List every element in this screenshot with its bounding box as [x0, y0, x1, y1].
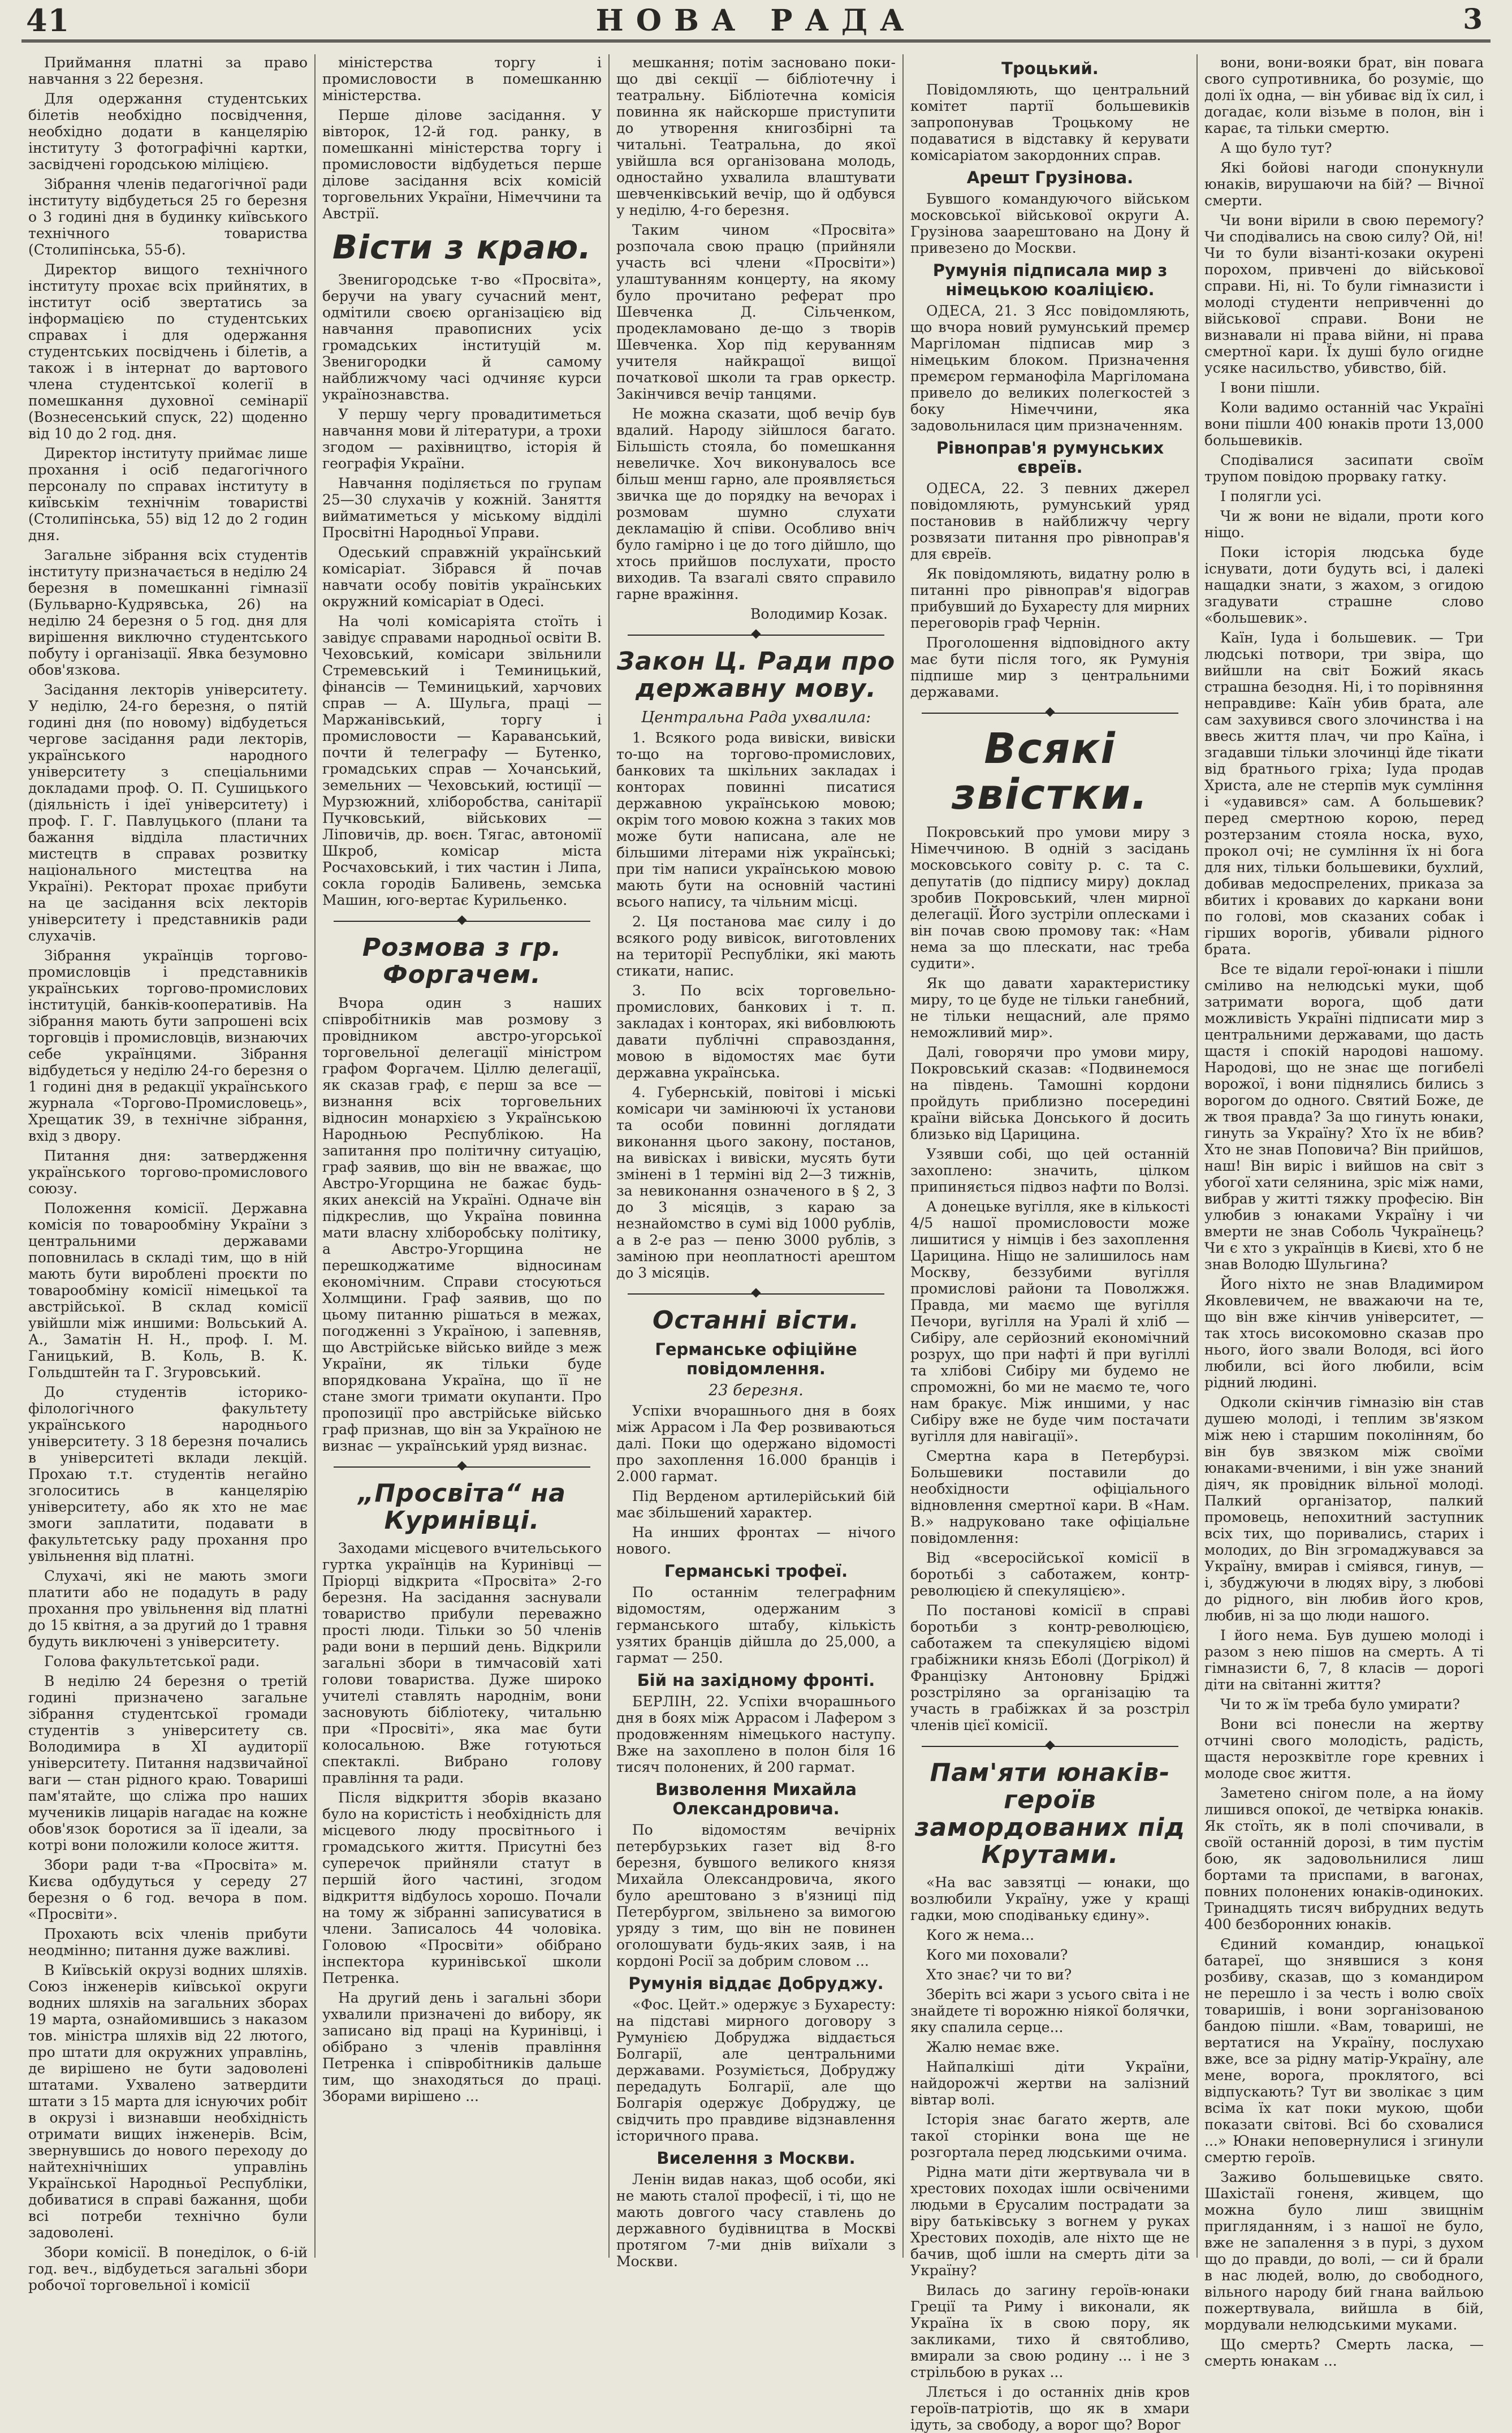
- paragraph: Директор інституту приймає лише прохання і осіб педагогічного персоналу по справах інституту в київськім технічнім товаристві (Столипінська, 55) від 12 до 2 годин дня.: [28, 445, 308, 543]
- paragraph: Проголошення відповідного акту має бути після того, як Румунія підпише мир з центральними державами.: [910, 635, 1190, 700]
- paragraph: Збори комісії. В понеділок, о 6-ій год. веч., відбудеться загальні збори робочої торговельної і комісії: [28, 2244, 308, 2293]
- paragraph: Історія знає багато жертв, але такої сторінки вона ще не розгортала перед людськими очима.: [910, 2111, 1190, 2161]
- paragraph: 1. Всякого рода вивіски, вивіски то-що на торгово-промислових, банкових та шкільних закладах і конторах повинні писатися державною українською мовою; окрім того мовою кожна з таких мов може бути написана, але не більшими літерами ніж українські; при тім написи українською мовою мають бути на основній частині всього напису, та чільним місці.: [616, 729, 896, 910]
- subheading: Румунія віддає Добруджу.: [628, 1974, 884, 1994]
- paragraph: Таким чином «Просвіта» розпочала свою працю (прийняли участь всі члени «Просвіти») улаштуванням концерту, на якому було прочитано реферат про Шевченка Д. Сільченком, продекламовано де-що з творів Шевченка. Хор під керуванням учителя найкращої вищої початкової школи та грав оркестр. Закінчився вечір танцями.: [616, 222, 896, 402]
- column-4: [904, 54, 1198, 2433]
- columns: [21, 54, 1491, 2433]
- paragraph: міністерства торгу і промисловости в помешканню міністерства.: [322, 54, 602, 103]
- paragraph: Ленін видав наказ, щоб особи, які не мають сталої професії, і ті, що не мають довгого часу ставлень до державного будівництва в Москві протягом 7-ми днів виїхали з Москви.: [616, 2171, 896, 2270]
- paragraph: Слухачі, які не мають змоги платити або не подадуть в раду прохання про увільнення від платні до 15 квітня, а за другий до 1 травня будуть виключені з університету.: [28, 1568, 308, 1650]
- paragraph: У першу чергу провадитиметься навчання мови й літератури, а трохи згодом — рахівництво, історія й географія України.: [322, 406, 602, 472]
- headline-pamiati-yunakiv: Пам'яти юнаків-героїв замордованих під Крутами.: [914, 1758, 1186, 1869]
- paragraph: До студентів історико-філологічного факультету українського народнього університету. З 18 березня почались в університеті вклади лекцій. Прохаю т.т. студентів негайно зголоситись в канцелярію університету, або як хто не має змоги заплатити, подавати в факультетську раду прохання про увільнення від платні.: [28, 1384, 308, 1564]
- paragraph: Не можна сказати, щоб вечір був вдалий. Народу зійшлося багато. Більшість стояла, бо помешкання невеличке. Хоч виконувалось все більш менш гарно, але проявляється звичка ще до порядку на вечорах і розмовам шумно слухати декламацію й співи. Особливо вніч було гамірно і це до того дійшло, що хтось прийшов послухати, просто виходив. Та взагалі свято справило гарне вражіння.: [616, 406, 896, 602]
- paragraph: На другий день і загальні збори ухвалили призначені до вибору, як записано від праці на Куринівці, і обібрано з членів правління Петренка і співробітників дальше тим, що знаходяться до праці. Зборами вирішено ...: [322, 1990, 602, 2105]
- paragraph: Покровський про умови миру з Німеччиною. В одній з засідань московського совіту р. с. та с. депутатів (до підпису миру) доклад зробив Покровський, член мирної делегації. Його зустріли оплесками і він почав свою промову так: «Нам нема за що плескати, нас треба судити».: [910, 823, 1190, 972]
- paragraph: Вони всі понесли на жертву отчині свого молодість, радість, щастя нерозквітле горе кревних і молоде своє життя.: [1204, 1716, 1484, 1781]
- paragraph: Питання дня: затвердження українського торгово-промислового союзу.: [28, 1148, 308, 1197]
- paragraph: Одеський справжній український комісаріат. Зібрався й почав навчати особу повітів українських окружний комісаріат в Одесі.: [322, 543, 602, 610]
- author-signature: Володимир Козак.: [750, 606, 888, 622]
- subheading: Германське офіційне повідомлення.: [655, 1340, 857, 1379]
- page-number-right: 3: [1463, 2, 1483, 36]
- paragraph: Після відкриття зборів вказано було на користість і необхідність для місцевого люду просвітнього і громадського життя. Присутні без суперечок прийняли статут в першій його частині, згодом відкриття відбулось хорошо. Почали на тому ж зібранні записуватися в члени. Записалось 44 чоловіка. Головою «Просвіти» обібрано інспектора куринівської школи Петренка.: [322, 1789, 602, 1987]
- headline-vist-z-krayu: Вісти з краю.: [332, 228, 592, 266]
- paragraph: Положення комісії. Державна комісія по товарообміну України з центральними державами поповнилась в складі тим, що в ній мають бути вироблені проєкти по товарообміну комісії німецької та австрійської. В склад комісії увійшли між иншими: Вольський А. А., Заматін Н. Н., проф. І. М. Ганицький, В. Коль, В. К. Гольдштейн та Г. Згуровський.: [28, 1200, 308, 1381]
- column-5: [1198, 54, 1491, 2369]
- paragraph: Поки історія людська буде існувати, доти будуть всі, і далекі нащадки знати, з жахом, з огидою згадувати страшне слово «большевик».: [1204, 544, 1484, 626]
- subheading: Бій на західному фронті.: [637, 1671, 875, 1690]
- paragraph: Вилась до загину героїв-юнаки Греції та Риму і виконали, як Україна їх в свою пору, як закликами, тихо й святобливо, вмирали за свою родину ... і не з стрільбою в руках ...: [910, 2282, 1190, 2381]
- subheading: Арешт Грузінова.: [966, 168, 1134, 187]
- paragraph: БЕРЛІН, 22. Успіхи вчорашнього дня в боях між Аррасом і Лафером з продовженням німецького наступу. Вже на захоплено в полон біля 16 тисяч полонених, й 200 гармат.: [616, 1693, 896, 1776]
- page-number-left: 41: [26, 2, 70, 38]
- paragraph: Рідна мати діти жертвувала чи в хрестових походах ішли освіченими людьми в Єрусалим пострадати за віру батьківську з вогнем у руках Хрестових походів, але ніхто ще не бачив, щоб ішли на смерть діти за Україну?: [910, 2164, 1190, 2279]
- column-2: [316, 54, 610, 2258]
- paragraph: Жалю немає вже.: [926, 2039, 1060, 2056]
- section-divider: [628, 629, 884, 640]
- law-intro: Центральна Рада ухвалила:: [641, 708, 871, 726]
- paragraph: В Київській окрузі водних шляхів. Союз інженерів київської округи водних шляхів на загальних зборах 19 марта, ознайомившись з наказом тов. міністра шляхів від 22 лютого, про штати для окружних управлінь, де вирішено не бути задоволені штатами. Ухвалено затвердити штати з 15 марта для існуючих робіт в окрузі і визнавши необхідність отримати вищих інженерів. Всім, звернувшись до нового переходу до найтехнічніших управлінь Української Народньої Республіки, добиватися в справі бажання, щоби всі потреби технічно були задоволені.: [28, 1962, 308, 2241]
- paragraph: На инших фронтах — нічого нового.: [616, 1524, 896, 1558]
- paragraph: Коли вадимо останній час Україні вони пішли 400 юнаків проти 13,000 большевиків.: [1204, 399, 1484, 448]
- paragraph: Найпалкіші діти України, найдорожчі жертви на залізний вівтар волі.: [910, 2059, 1190, 2108]
- paragraph: А донецьке вугілля, яке в кількості 4/5 нашої промисловости може лишитися у німців і без захоплення Царицина. Ніщо не залишилось нам Москву, беззубими вугілля промислові райони та Поволжжя. Правда, ми маємо ще вугілля Печори, вугілля на Уралі й хліб — Сибіру, але серйозний економічний розрух, що при нафті й при вугіллі та хлібові Сибіру ми будемо не спроможні, бо ми не маємо те, чого нам бракує. Між иншими, у нас Сибіру вже не буде чим постачати вугілля для навігації».: [910, 1198, 1190, 1444]
- masthead-rule: [21, 40, 1491, 42]
- paragraph: Чи то ж їм треба було умирати?: [1220, 1696, 1460, 1712]
- paragraph: По постанові комісії в справі боротьби з контр-революцією, саботажем та спекуляцією відомі грабіжники князь Еболі (Догрікол) й Францізку Антоновну Бріджі розстріляно за організацію та участь в грабіжках й за розстріл членів цієї комісії.: [910, 1602, 1190, 1733]
- paragraph: Узявши собі, що цей останній захоплено: значить, цілком припиняється підвоз нафти по Волзі.: [910, 1145, 1190, 1195]
- paragraph: Заметено снігом поле, а на йому лишився опокої, де четвірка юнаків. Як стоїть, як в полі спочивали, в своїй останній дорозі, в тим пустім бою, як задовольнилися лиш бортами та приспами, в вагонах, повних полонених юнаків-одиноких. Тринадцять тисяч вибрудних ведуть 400 безборонних юнаків.: [1204, 1785, 1484, 1932]
- paragraph: Заходами місцевого вчительського гуртка українців на Куринівці — Пріорці відкрита «Просвіта» 2-го березня. На засідання заснували товариство прибули переважно прості люди. Тільки зо 50 членів ради вони в перший день. Відкрили загальні збори в тимчасовій хаті голови товариства. Дуже широко учителі ставлять народнім, вони засновують бібліотеку, читальню при «Просвіті», яка має бути колосальною. Вже готуються спектаклі. Вибрано голову правління та ради.: [322, 1540, 602, 1787]
- paragraph: Чи вони вірили в свою перемогу? Чи сподівались на свою силу? Ой, ні! Чи то були візанті-козаки окурені порохом, привчені до військової справи. Ні, ні. То були гімназисти і молоді студенти непривченні до військової справи. Вони не визнавали ні права війни, ні права смертної кари. Їх душі було огидне усяке насильство, убивство, бій.: [1204, 212, 1484, 376]
- paragraph: Для одержання студентських білетів необхідно посвідчення, необхідно додати в канцелярію інституту 3 фотографічні картки, засвідчені городською міліцією.: [28, 90, 308, 172]
- headline-rozmova: Розмова з гр. Форгачем.: [362, 933, 562, 990]
- paragraph: Перше ділове засідання. У вівторок, 12-й год. ранку, в помешканні міністерства торгу і промисловости відбудеться перше ділове засідання всіх комісій торговельних України, Німеччини та Австрії.: [322, 107, 602, 222]
- paragraph: Від «всеросійської комісії в боротьбі з саботажем, контр-революцією й спекуляцією».: [910, 1549, 1190, 1599]
- paragraph: Вчора один з наших співробітників мав розмову з провідником австро-угорської торговельної делегації міністром графом Форгачем. Ціллю делегації, як сказав граф, є перш за все — визнання всіх торговельних відносин монархією з Українською Народньою Республікою. На запитання про політичну ситуацію, граф заявив, що він не вважає, що Австро-Угорщина не бажає будь-яких анексій на Україні. Одначе він підкреслив, що Україна повинна мати власну хліборобську політику, а Австро-Угорщина не перешкоджатиме відносинам економічним. Справи стосуються Холмщини. Граф заявив, що по цьому питанню рішаться в межах, погодженні з Україною, і запевняв, що Австрійське військо вийде з меж України, як тільки буде впорядкована Україна, що її не стане змоги тримати окупанти. Про пропозиції про австрійське військо граф признав, що він за Україною не визнає — український уряд визнає.: [322, 994, 602, 1454]
- subheading: Виселення з Москви.: [656, 2149, 856, 2168]
- paragraph: Каїн, Іуда і большевик. — Три людські потвори, три звіра, що вийшли на світ Божий якась страшна безодня. Ні, і то порівняння неправдиве: Каїн убив брата, але сам захувився свого злочинства і на ввесь життя плач, чи про Каїна, і згадавши тільки злочинці йде тікати від братнього гріха; Іуда продав Христа, але не стерпів мук сумління і «удавився» сам. А большевик? перед смертною корою, перед розтерзаним стояла носка, вухо, прокол очі; не сумління їх ні бога для них, тільки большевики, бухлий, добивав медоспрелених, приказа за вбитих і кровавих до каркани вони по голові, мов сказаних собак і гірших ворогів, убивали рідного брата.: [1204, 629, 1484, 957]
- paragraph: Бувшого командуючого військом московської військової округи А. Грузінова заарештовано на Дону й привезено до Москви.: [910, 191, 1190, 256]
- subheading: Визволення Михайла Олександровича.: [655, 1780, 857, 1819]
- paragraph: Зберіть всі жари з усього світа і не знайдете ті ворожню ніякої болячки, яку спалила серце...: [910, 1986, 1190, 2036]
- paragraph: вони, вони-вояки брат, він повага свого супротивника, бо розуміє, що долі їх одна, — він убиває від їх сил, і догадає, коли візьме в полон, він і карає, та тільки смертю.: [1204, 54, 1484, 136]
- paragraph: Засідання лекторів університету. У неділю, 24-го березня, о пятій годині дня (по новому) відбудеться чергове засідання ради лекторів, українського народного університету з спеціальними докладами проф. О. П. Сушицького (діяльність і ідеї університету) і проф. Г. Г. Павлуцького (плани та бажання відділа пластичних мистецтв в справах розвитку національного мистецтва на Україні). Ректорат прохає прибути на це засідання всіх лекторів університету і представників ради слухачів.: [28, 681, 308, 944]
- paragraph: Заживо большевицьке свято. Шахістаїі гоненя, живцем, що можна було лиш звищнім пригляданням, і з нашої не було, вже не запалення з в пурі, з духом що до правди, до волі, — си й брали в нас людей, волю, до свободного, вільного народу бий гнана вайльою пожертвувала, вийшла в бій, мордували нелюдськими муками.: [1204, 2169, 1484, 2333]
- paragraph: Хто знає? чи то ви?: [926, 1966, 1072, 1983]
- paragraph: 3. По всіх торговельно-промислових, банкових і т. п. закладах і конторах, які вибовлюють давати публічні справоздання, мовою в відомостях має бути державна українська.: [616, 982, 896, 1081]
- paragraph: Збори ради т-ва «Просвіта» м. Києва одбудуться у середу 27 березня о 6 год. вечора в пом. «Просвіти».: [28, 1857, 308, 1922]
- section-divider: [922, 707, 1178, 718]
- section-divider: [334, 1461, 590, 1472]
- masthead: [21, 0, 1491, 49]
- paragraph: ОДЕСА, 22. З певних джерел повідомляють, румунський уряд постановив в найближчу чергу розвязати питання про рівноправ'я для євреїв.: [910, 480, 1190, 562]
- paragraph: І його нема. Був душею молоді і разом з нею пішов на смерть. А ті гімназисти 6, 7, 8 класів — дорогі діти на світанні життя?: [1204, 1627, 1484, 1693]
- paragraph: Як що давати характеристику миру, то це буде не тільки ганебний, не тільки нещасний, але прямо неможливий мир».: [910, 974, 1190, 1041]
- headline-ostanni-visti: Останні вісти.: [653, 1305, 859, 1335]
- dateline: 23 березня.: [709, 1382, 803, 1400]
- paragraph: Що смерть? Смерть ласка, — смерть юнакам ...: [1204, 2336, 1484, 2369]
- paragraph: На чолі комісаріята стоїть і завідує справами народньої освіти В. Чеховський, комісари звільнили Стремевський і Теминицький, фінансів — Теминицький, харчових справ — А. Шульга, праці — Маржанівський, торгу і промисловости — Караванський, почти й телеграфу — Бутенко, громадських справ — Хочанський, земельних — Чеховський, юстиції — Мурзюжний, хліборобства, санітарії Пучковський, військових — Ліповичів, др. воєн. Тягас, автономії Шкроб, комісар міста Росчаховський, і тих частин і Липа, сокла городів Баливень, земська Машин, юго-вертає Курильенко.: [322, 612, 602, 908]
- paragraph: Ллється і до останніх днів кров героїв-патріотів, що як в хмари ідуть, за свободу, а ворог що? Ворог: [910, 2384, 1190, 2433]
- paragraph: Одколи скінчив гімназію він став душею молоді, і теплим зв'язком між нею і старшим поколінням, бо він був звязком між своїми юнаками-вченими, і він уже знаний діяч, як провідник вільної молоді. Палкий організатор, палкий промовець, непохитний заступник всіх тих, що поривались, старих і молодих, до Він згромаджувався за Україну, вмирав і сміявся, гинув, — і, збуджуючи в людях віру, з любові до рідного, він любив його кров, любив, ні за що люди нашого.: [1204, 1394, 1484, 1624]
- paragraph: Успіхи вчорашнього дня в боях між Аррасом і Ла Фер розвиваються далі. Поки що одержано відомості про захоплення 16.000 бранців і 2.000 гармат.: [616, 1403, 896, 1485]
- headline-prosvita: „Просвіта“ на Куринівці.: [358, 1478, 566, 1535]
- section-divider: [334, 915, 590, 926]
- paragraph: По відомостям вечірніх петербурзьких газет від 8-го березня, бувшого великого князя Михайла Олександровича, якого було арештовано з в'язниці під Петербургом, звільнено за вимогою уряду з тим, що він не повинен оголошувати будь-яких заяв, і на кордоні Росії за добрим словом ...: [616, 1822, 896, 1970]
- paragraph: Смертна кара в Петербурзі. Большевики поставили до необхідности офіціального відновлення смертної кари. В «Нам. В.» надруковано таке офіціальне повідомлення:: [910, 1447, 1190, 1546]
- paragraph: І вони пішли.: [1220, 379, 1320, 396]
- paragraph: Звенигородське т-во «Просвіта», беручи на увагу сучасний мент, одмітили своєю організацією від навчання правописних усіх громадських інституцій м. Звенигородки й самому найближчому часі одчиняє курси українознавства.: [322, 271, 602, 403]
- paragraph: Зібрання членів педагогічної ради інституту відбудеться 25 го березня о 3 годині дня в будинку київського технічного товариства (Столипінська, 55-б).: [28, 176, 308, 258]
- paragraph: Його ніхто не знав Владимиром Яковлевичем, не вважаючи на те, що він вже кінчив університет, — так хтось високомовно сказав про нього, його звали Володя, всі його любили, всі його любили, всім рідний людині.: [1204, 1276, 1484, 1391]
- paragraph: 4. Губернській, повітові і міські комісари чи замінюючі їх установи та особи повинні доглядати виконання цього закону, постанов, на вивісках і вивіски, мусять бути змінені в 1 терміні від 2—3 тижнів, за невиконання означеного в § 2, 3 до 3 місяців, з караю за незнайомство в сумі від 1000 рублів, а в 2-е раз — пеню 3000 рублів, з заміною при неоплатності арештом до 3 місяців.: [616, 1084, 896, 1281]
- paragraph: Зібрання українців торгово-промисловців і представників українських торгово-промислових інституцій, банків-кооперативів. На зібрання мають бути запрошені всіх торговців і промисловців, визнаючих себе українцями. Зібрання відбудеться у неділю 24-го березня о 1 годині дня в редакції українського журнала «Торгово-Промисловець», Хрещатик 39, в технічне зібрання, вхід з двору.: [28, 947, 308, 1144]
- paragraph: Прохають всіх членів прибути неодмінно; питання дуже важливі.: [28, 1926, 308, 1959]
- paragraph: ОДЕСА, 21. З Ясс повідомляють, що вчора новий румунський премєр Маргіломан підписав мир з німецьким блоком. Призначення премєром германофіла Маргіломана привело до великих полегкостей з боку Німеччини, яка задовольнилася цим призначенням.: [910, 303, 1190, 434]
- paragraph: По останнім телеграфним відомостям, одержаним з германського штабу, кількість узятих бранців дійшла до 25,000, а гармат — 250.: [616, 1584, 896, 1667]
- paragraph: 2. Ця постанова має силу і до всякого роду вивісок, виготовлених на території Республіки, які мають стикати, напис.: [616, 913, 896, 979]
- subheading: Германські трофеї.: [664, 1561, 848, 1581]
- paragraph: «На вас завзятці — юнаки, що возлюбили Україну, уже у кращі гадки, мою сподіваньку єдину».: [910, 1874, 1190, 1924]
- section-divider: [628, 1288, 884, 1299]
- paragraph: І полягли усі.: [1220, 488, 1322, 504]
- paragraph: Сподівалися засипати своїм трупом повідою прорваку гатку.: [1204, 452, 1484, 485]
- paragraph: мешкання; потім засновано поки-що дві секції — бібліотечну і театральну. Бібліотечна комісія повинна як найскорше приступити до утворення книгозбірні та читальні. Театральна, до якої увійшла вся організована молодь, одностайно ухвалила влаштувати шевченківський вечір, що й одбувся у неділю, 4-го березня.: [616, 54, 896, 218]
- headline-vsiaki-zvistky: Всякі звістки.: [951, 724, 1149, 819]
- paragraph: А що було тут?: [1220, 140, 1332, 156]
- paragraph: Кого ж нема...: [926, 1927, 1035, 1944]
- paragraph: Навчання поділяється по групам 25—30 слухачів у кожній. Заняття вийматиметься у міському відділі Просвітні Народньої Управи.: [322, 474, 602, 541]
- subheading: Румунія підписала мир з німецькою коаліцією.: [932, 261, 1168, 299]
- paragraph: В неділю 24 березня о третій годині призначено загальне зібрання студентської громади студентів з університету св. Володимира в ХІ аудиторії університету. Питання надзвичайної ваги — стан рідного краю. Товариші пам'ятайте, що сліжа про наших мучеників лицарів нагадає на кожне обов'язок боротися за її ідеали, за котрі вони положили колосе життя.: [28, 1673, 308, 1853]
- subheading: Троцький.: [1001, 59, 1099, 78]
- column-1: [21, 54, 316, 2293]
- paragraph: Далі, говорячи про умови миру, Покровський сказав: «Подвинемося на південь. Тамошні кордони пройдуть приблизно посередині країни війська Донського й досить близько від Царицина.: [910, 1043, 1190, 1142]
- paragraph: Приймання платні за право навчання з 22 березня.: [28, 54, 308, 87]
- newspaper-title: НОВА РАДА: [595, 3, 917, 38]
- paragraph: Як повідомляють, видатну ролю в питанні про рівноправ'я відограв прибувший до Бухаресту для мирних переговорів граф Чернін.: [910, 566, 1190, 631]
- section-divider: [922, 1740, 1178, 1752]
- paragraph: Кого ми поховали?: [926, 1947, 1068, 1964]
- paragraph: Під Верденом артилерійський бій має збільшений характер.: [616, 1488, 896, 1521]
- paragraph: Директор вищого технічного інституту прохає всіх прийнятих, в інститут осіб звертатись за інформацією по студентських справах і для одержання студентських посвідчень і білетів, а також і в інтернат до вартового члена студентської колегії в помешкання духовної семінарії (Вознесенський спуск, 22) щоденно від 10 до 2 год. дня.: [28, 261, 308, 442]
- subheading: Рівноправ'я румунських євреїв.: [936, 438, 1164, 477]
- paragraph: Які бойові нагоди спонукнули юнаків, вирушаючи на бій? — Вічної смерти.: [1204, 159, 1484, 209]
- column-3: [610, 54, 904, 2270]
- paragraph: Єдиний командир, юнацької батареї, що знявшися з коня розбиву, сказав, що з командиром не перешло і за честь і волю своїх товаришів, і вони зорганізованою бандою пішли. «Вам, товариші, не вертатися на Україну, послухаю вже, все за рідну матір-Україну, але мене, ворога, проклятого, всі відпускають? Тут ви зволікає з цим всіма їх кат поки мукою, щоби показати світові. Всі бо сховалися ...» Юнаки неповернулися і згинули смертю героїв.: [1204, 1936, 1484, 2165]
- paragraph: Чи ж вони не відали, проти кого ніщо.: [1204, 508, 1484, 541]
- paragraph: «Фос. Цейт.» одержує з Бухаресту: на підставі мирного договору з Румунією Добруджа віддається Болгарії, але центральними державами. Розуміється, Добруджу передадуть Болгарії, але що Болгарія одержує Добруджу, це свідчить про правдиве відзнавлення історичного права.: [616, 1996, 896, 2145]
- paragraph: Все те відали герої-юнаки і пішли сміливо на нелюдські муки, щоб затримати ворога, щоб дати можливість Україні підписати мир з центральними державами, що дасть щастя і спокій народові нашому. Народові, що не знає ще погибелі ворожої, і вони піднялись бились з ворогом до одного. Святий Боже, де ж твоя правда? За що гинуть юнаки, гинуть за Україну? Хто їх не вбив? Хто не знав Поповича? Він прийшов, наш! Він виріс і вийшов на світ з убогої хати селянина, зріс між нами, вибрав у житті тяжку професію. Він улюбив з юнаками Україну і чи вмерти не знав Соболь Чукраїнець? Чи є хто з українців в Києві, хто б не знав Володю Шульгина?: [1204, 961, 1484, 1272]
- headline-zakon: Закон Ц. Ради про державну мову.: [616, 647, 896, 704]
- paragraph: Загальне зібрання всіх студентів інституту призначається в неділю 24 березня в помешканні гімназії (Бульварно-Кудрявська, 26) на неділю 24 березня о 5 год. дня для вирішення виключно студентського побуту і організації. Явка безумовно обов'язкова.: [28, 547, 308, 678]
- paragraph: Повідомляють, що центральний комітет партії большевиків запропонував Троцькому не подаватися в відставку й керувати комісаріатом закордонних справ.: [910, 81, 1190, 163]
- paragraph: Голова факультетської ради.: [44, 1653, 260, 1670]
